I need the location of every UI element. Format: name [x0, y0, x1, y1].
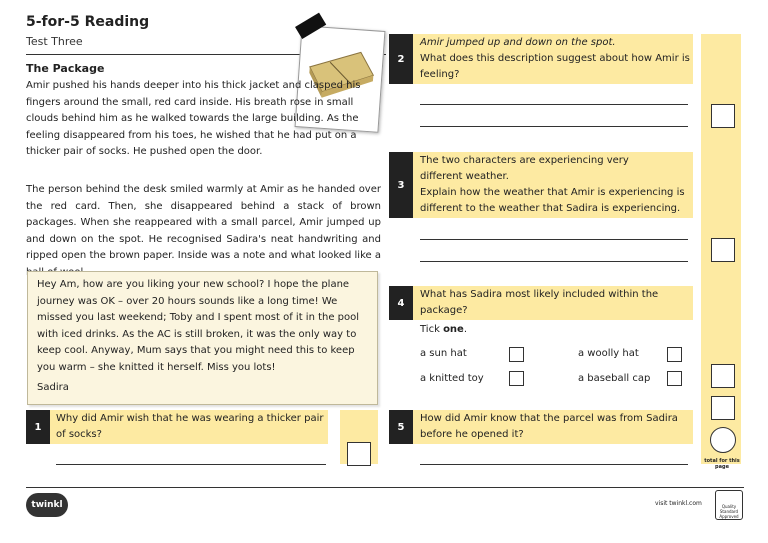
mark-box-2[interactable]: [711, 104, 735, 128]
answer-line-1[interactable]: [56, 464, 326, 465]
question-number-5: 5: [389, 410, 413, 444]
tick-one: one: [443, 324, 464, 335]
question-2-box: [413, 34, 693, 84]
question-3-box: [413, 152, 693, 218]
story-paragraph-1: Amir pushed his hands deeper into his thick jacket and clasped his fingers around the small, red card inside. His breath rose in small clouds behind him as he walked towards the large building. As the feeling disappeared from his toes, he wished that he had put on a thicker pair of socks. He pushed open the door.: [26, 80, 361, 158]
mark-box-5[interactable]: [711, 396, 735, 420]
mark-box-1[interactable]: [347, 442, 371, 466]
answer-line-2a[interactable]: [420, 104, 688, 105]
story-title: The Package: [26, 62, 105, 75]
option-label-baseball-cap: a baseball cap: [578, 373, 651, 384]
answer-line-5[interactable]: [420, 464, 688, 465]
quality-badge-icon: Quality Standard Approved: [715, 490, 743, 520]
question-4-text: What has Sadira most likely included within the package?: [413, 286, 693, 320]
checkbox-sun-hat[interactable]: [509, 347, 524, 362]
tick-instruction: Tick one.: [420, 324, 468, 335]
question-number-2: 2: [389, 34, 413, 84]
total-label: total for this page: [704, 458, 740, 470]
question-2-quote: Amir jumped up and down on the spot.: [420, 37, 616, 48]
mark-box-4[interactable]: [711, 364, 735, 388]
question-3-text-1: The two characters are experiencing very different weather.: [420, 155, 629, 182]
option-label-knitted-toy: a knitted toy: [420, 373, 484, 384]
twinkl-logo: twinkl: [26, 493, 68, 517]
letter-signature: Sadira: [37, 382, 69, 393]
question-number-1: 1: [26, 410, 50, 444]
checkbox-knitted-toy[interactable]: [509, 371, 524, 386]
checkbox-woolly-hat[interactable]: [667, 347, 682, 362]
mark-box-3[interactable]: [711, 238, 735, 262]
page-title: 5-for-5 Reading: [26, 14, 150, 30]
letter-text: Hey Am, how are you liking your new school? I hope the plane journey was OK – over 20 hours sounds like a long time! We missed you last weekend; Toby and I spent most of it in the pool with iced drinks. As the AC is still broken, it was the only way to keep cool. Anyway, Mum says that you might need this to keep you warm – she knitted it herself. Miss you lots!: [37, 279, 360, 373]
question-1-text: Why did Amir wish that he was wearing a thicker pair of socks?: [50, 410, 328, 444]
question-2-text: What does this description suggest about how Amir is feeling?: [420, 53, 690, 80]
letter-note: [27, 271, 378, 405]
question-3-text-2: Explain how the weather that Amir is experiencing is different to the weather that Sadira is experiencing.: [420, 187, 685, 214]
option-label-sun-hat: a sun hat: [420, 348, 467, 359]
visit-link[interactable]: visit twinkl.com: [655, 500, 702, 507]
option-label-woolly-hat: a woolly hat: [578, 348, 639, 359]
answer-line-2b[interactable]: [420, 126, 688, 127]
answer-line-3b[interactable]: [420, 261, 688, 262]
answer-line-3a[interactable]: [420, 239, 688, 240]
question-5-text: How did Amir know that the parcel was from Sadira before he opened it?: [413, 410, 693, 444]
total-circle[interactable]: [710, 427, 736, 453]
question-number-3: 3: [389, 152, 413, 218]
page-subtitle: Test Three: [26, 35, 83, 48]
question-number-4: 4: [389, 286, 413, 320]
footer-divider: [26, 487, 744, 488]
story-paragraph-2: The person behind the desk smiled warmly at Amir as he handed over the red card. Then, she disappeared behind a stack of brown packages. When she reappeared with a small parcel, Amir jumped up and down on the spot. He recognised Sadira's neat handwriting and ripped open the brown paper. Inside was a note and what looked like a: [26, 184, 381, 262]
checkbox-baseball-cap[interactable]: [667, 371, 682, 386]
tick-label: Tick: [420, 324, 440, 335]
